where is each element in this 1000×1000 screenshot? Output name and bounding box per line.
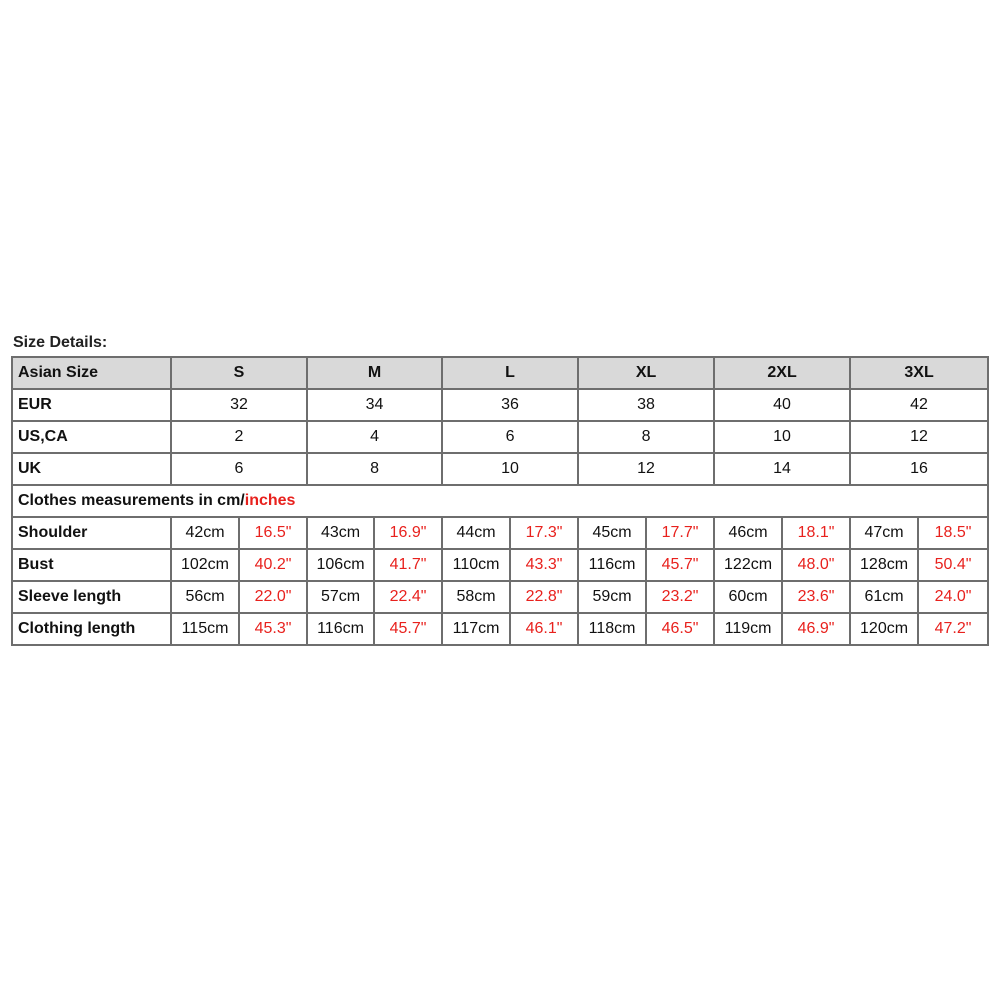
measurement-label: Shoulder [12,517,171,549]
conversion-cell: 8 [307,453,442,485]
asian-size-label: Asian Size [12,357,171,389]
conversion-cell: 10 [714,421,850,453]
size-header-cell: M [307,357,442,389]
inch-cell: 48.0" [782,549,850,581]
size-header-cell: XL [578,357,714,389]
inch-cell: 17.3" [510,517,578,549]
inch-cell: 47.2" [918,613,988,645]
inch-cell: 50.4" [918,549,988,581]
conversion-label: EUR [12,389,171,421]
cm-cell: 47cm [850,517,918,549]
cm-cell: 102cm [171,549,239,581]
section-prefix-text: Clothes measurements in cm/ [18,492,245,509]
inch-cell: 22.8" [510,581,578,613]
inch-cell: 41.7" [374,549,442,581]
inch-cell: 24.0" [918,581,988,613]
measurement-label: Clothing length [12,613,171,645]
cm-cell: 43cm [307,517,374,549]
asian-size-header-row [12,357,988,389]
size-header-cell: S [171,357,307,389]
conversion-cell: 4 [307,421,442,453]
uk-row [12,453,988,485]
bust-row [12,549,988,581]
cm-cell: 115cm [171,613,239,645]
section-inches-text: inches [244,492,296,509]
conversion-cell: 12 [850,421,988,453]
cm-cell: 42cm [171,517,239,549]
shoulder-row [12,517,988,549]
cm-cell: 120cm [850,613,918,645]
cm-cell: 122cm [714,549,782,581]
inch-cell: 40.2" [239,549,307,581]
conversion-cell: 14 [714,453,850,485]
conversion-cell: 2 [171,421,307,453]
size-details-title: Size Details: [13,334,108,351]
inch-cell: 16.5" [239,517,307,549]
conversion-cell: 6 [171,453,307,485]
cm-cell: 45cm [578,517,646,549]
measurement-label: Bust [12,549,171,581]
inch-cell: 46.9" [782,613,850,645]
cm-cell: 110cm [442,549,510,581]
clothing-length-row [12,613,988,645]
cm-cell: 46cm [714,517,782,549]
cm-cell: 60cm [714,581,782,613]
measurements-section-heading [12,485,988,517]
inch-cell: 22.4" [374,581,442,613]
size-header-cell: 2XL [714,357,850,389]
cm-cell: 117cm [442,613,510,645]
inch-cell: 45.3" [239,613,307,645]
size-header-cell: L [442,357,578,389]
cm-cell: 128cm [850,549,918,581]
inch-cell: 45.7" [646,549,714,581]
conversion-cell: 34 [307,389,442,421]
conversion-label: UK [12,453,171,485]
conversion-cell: 16 [850,453,988,485]
cm-cell: 116cm [307,613,374,645]
inch-cell: 45.7" [374,613,442,645]
inch-cell: 43.3" [510,549,578,581]
inch-cell: 46.1" [510,613,578,645]
size-header-cell: 3XL [850,357,988,389]
cm-cell: 56cm [171,581,239,613]
conversion-cell: 10 [442,453,578,485]
measurements-section-row [12,485,988,517]
conversion-cell: 12 [578,453,714,485]
cm-cell: 57cm [307,581,374,613]
cm-cell: 59cm [578,581,646,613]
inch-cell: 18.5" [918,517,988,549]
sleeve-length-row [12,581,988,613]
eur-row [12,389,988,421]
inch-cell: 23.2" [646,581,714,613]
size-chart-table [11,356,989,646]
inch-cell: 22.0" [239,581,307,613]
cm-cell: 116cm [578,549,646,581]
conversion-cell: 36 [442,389,578,421]
measurement-label: Sleeve length [12,581,171,613]
conversion-cell: 42 [850,389,988,421]
inch-cell: 46.5" [646,613,714,645]
inch-cell: 18.1" [782,517,850,549]
cm-cell: 61cm [850,581,918,613]
cm-cell: 44cm [442,517,510,549]
conversion-label: US,CA [12,421,171,453]
inch-cell: 16.9" [374,517,442,549]
us-ca-row [12,421,988,453]
conversion-cell: 6 [442,421,578,453]
conversion-cell: 40 [714,389,850,421]
inch-cell: 23.6" [782,581,850,613]
conversion-cell: 38 [578,389,714,421]
cm-cell: 118cm [578,613,646,645]
cm-cell: 58cm [442,581,510,613]
cm-cell: 119cm [714,613,782,645]
cm-cell: 106cm [307,549,374,581]
inch-cell: 17.7" [646,517,714,549]
conversion-cell: 32 [171,389,307,421]
conversion-cell: 8 [578,421,714,453]
